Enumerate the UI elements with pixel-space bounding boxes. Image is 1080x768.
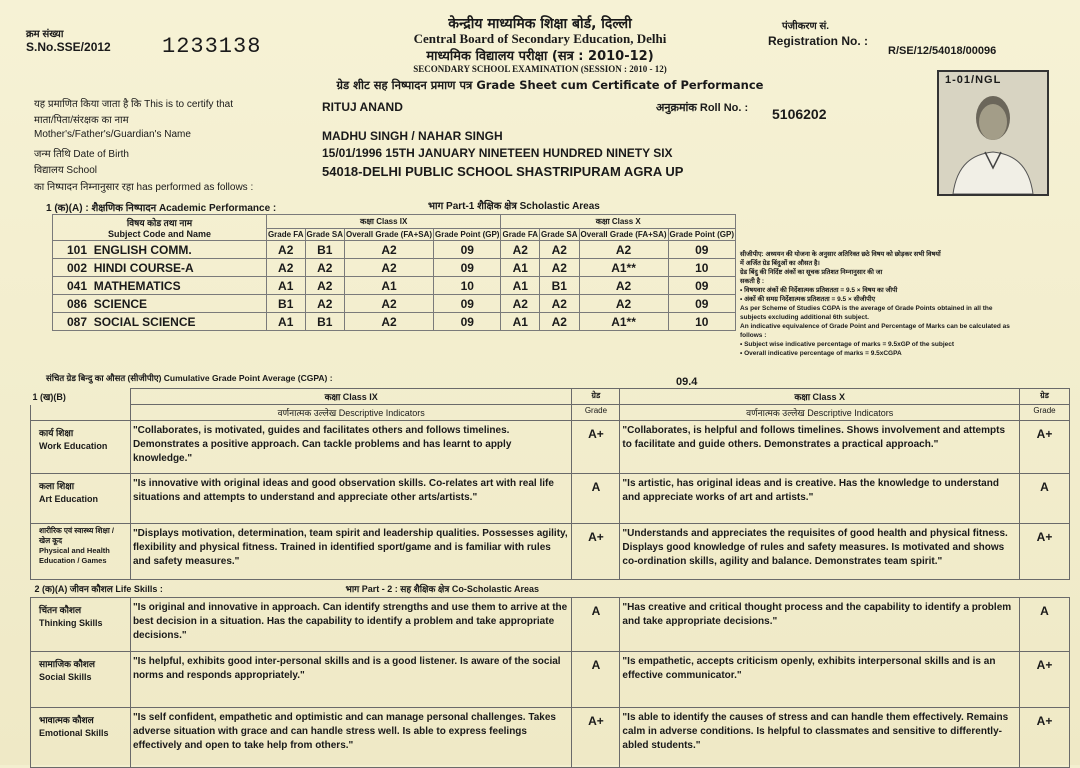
subject-code: 086: [67, 296, 88, 311]
area-name: Physical and Health Education / Games: [39, 546, 110, 565]
table-row: [53, 295, 736, 313]
x-sa-grade: A2: [540, 295, 579, 313]
note-line: • Subject wise indicative percentage of marks = 9.5xGP of the subject: [740, 341, 955, 348]
area-name-hi: सामाजिक कौशल: [39, 659, 96, 669]
ix-grade: A: [572, 474, 620, 524]
x-overall-grade: A2: [579, 241, 668, 259]
x-grade-point: 09: [668, 277, 735, 295]
student-photo: [937, 70, 1049, 196]
note-line: An indicative equivalence of Grade Point and Percentage of Marks can be calculated as: [740, 323, 1010, 330]
ix-descriptive-indicator: "Is helpful, exhibits good inter-personal skills and is a good listener. Is aware of the social norms and responds appropriately.": [130, 652, 572, 708]
ix-descriptive-indicator: "Displays motivation, determination, team spirit and leadership qualities. Possesses agility, flexibility and physical fitness. Trained in identified sport/game and is familiar with rules and safety measures.": [130, 524, 572, 580]
subject-code: 002: [67, 260, 88, 275]
area-name-hi: भावात्मक कौशल: [39, 715, 94, 725]
note-line: As per Scheme of Studies CGPA is the average of Grade Points obtained in all the: [740, 305, 993, 312]
area-name: Work Education: [39, 441, 108, 451]
class-x-header: कक्षा Class X: [620, 389, 1020, 405]
part2-header-row: [31, 580, 1070, 598]
table-row: [31, 652, 1070, 708]
note-line: follows :: [740, 332, 767, 339]
school-name: 54018-DELHI PUBLIC SCHOOL SHASTRIPURAM AGRA UP: [322, 164, 684, 179]
ix-desc-header: वर्णनात्मक उल्लेख Descriptive Indicators: [130, 405, 572, 421]
x-grade-point: 09: [668, 295, 735, 313]
x-overall-grade: A1**: [579, 313, 668, 331]
x-descriptive-indicator: "Collaborates, is helpful and follows timelines. Shows involvement and attempts to facilitate and guide others. Demonstrates a practical approach.": [620, 421, 1020, 474]
note-line: में अर्जित ग्रेड बिंदुओं का औसत है।: [740, 260, 820, 267]
subject-rows: [53, 241, 736, 331]
x-sa-grade: B1: [540, 277, 579, 295]
x-grade: A: [1020, 598, 1070, 652]
ix-grade: A: [572, 598, 620, 652]
x-grade-point: 10: [668, 259, 735, 277]
x-grade: A+: [1020, 421, 1070, 474]
ix-fa-grade: A2: [266, 241, 305, 259]
note-line: • विषयवार अंकों की निर्देशात्मक प्रतिशतता = 9.5 × विषय का जीपी: [740, 287, 898, 294]
table-row: [31, 421, 1070, 474]
serial-number: 1233138: [162, 34, 262, 59]
exam-name-hindi: माध्यमिक विद्यालय परीक्षा (सत्र : 2010-12): [426, 49, 654, 64]
table-row: [31, 474, 1070, 524]
note-line: • Overall indicative percentage of marks = 9.5xCGPA: [740, 350, 902, 357]
ix-overall-grade: A2: [344, 295, 433, 313]
class-header-row: [31, 389, 1070, 405]
table-row: [53, 313, 736, 331]
ix-grade-point: 09: [434, 295, 501, 313]
area-name-hi: चिंतन कौशल: [39, 605, 82, 615]
ix-fa-grade: A1: [266, 313, 305, 331]
exam-name: SECONDARY SCHOOL EXAMINATION (SESSION : 2010 - 12): [413, 64, 667, 74]
area-name-hi: शारीरिक एवं स्वास्थ्य शिक्षा / खेल कूद: [39, 526, 114, 545]
class-ix-header: कक्षा Class IX: [130, 389, 572, 405]
note-line: सीजीपीए: अध्ययन की योजना के अनुसार अतिरिक्त छठे विषय को छोड़कर सभी विषयों: [740, 251, 941, 258]
x-grade: A+: [1020, 652, 1070, 708]
ix-grade-point: 09: [434, 241, 501, 259]
area-name: Thinking Skills: [39, 618, 103, 628]
x-descriptive-indicator: "Is empathetic, accepts criticism openly, exhibits interpersonal skills and is an effective communicator.": [620, 652, 1020, 708]
table-row: [53, 277, 736, 295]
ix-sa-grade: A2: [305, 259, 344, 277]
roll-label: अनुक्रमांक Roll No. :: [656, 102, 749, 114]
x-descriptive-indicator: "Is able to identify the causes of stress and can handle them effectively. Remains calm in adverse conditions. Is helpful to classmates and sensitive to differently-abled students.": [620, 708, 1020, 768]
x-desc-header: वर्णनात्मक उल्लेख Descriptive Indicators: [620, 405, 1020, 421]
roll-number: 5106202: [772, 106, 827, 122]
cgpa-label: संचित ग्रेड बिन्दु का औसत (सीजीपीए) Cumulative Grade Point Average (CGPA) :: [46, 373, 333, 383]
ix-descriptive-indicator: "Collaborates, is motivated, guides and facilitates others and follows timelines. Demonstrates a positive approach. Can tackle problems and has learnt to apply knowledge.": [130, 421, 572, 474]
x-sa-grade: A2: [540, 241, 579, 259]
part2-header: [31, 580, 1070, 598]
parent-label: Mother's/Father's/Guardian's Name: [34, 129, 191, 140]
x-overall-grade: A2: [579, 277, 668, 295]
table-row: [31, 708, 1070, 768]
area-header: [31, 405, 131, 421]
subject-code: 101: [67, 242, 88, 257]
note-line: सकती है :: [740, 278, 765, 285]
x-overall-grade: A2: [579, 295, 668, 313]
parent-label-hi: माता/पिता/संरक्षक का नाम: [34, 115, 129, 126]
ix-grade-header: Grade: [572, 405, 620, 421]
subject-name: MATHEMATICS: [93, 278, 181, 293]
registration-number: R/SE/12/54018/00096: [888, 45, 997, 57]
x-grade-header: Grade: [1020, 405, 1070, 421]
subject-code: 041: [67, 278, 88, 293]
x-grade-point: 10: [668, 313, 735, 331]
ix-grade-point-header: Grade Point (GP): [435, 230, 500, 239]
ix-overall-grade: A2: [344, 259, 433, 277]
descriptive-indicators-table: [30, 388, 1070, 768]
ix-grade: A+: [572, 421, 620, 474]
date-of-birth: 15/01/1996 15TH JANUARY NINETEEN HUNDRED NINETY SIX: [322, 146, 673, 160]
x-descriptive-indicator: "Has creative and critical thought process and the capability to identify a problem and take appropriate decisions.": [620, 598, 1020, 652]
ix-overall-grade: A2: [344, 241, 433, 259]
x-grade-point: 09: [668, 241, 735, 259]
x-grade-fa-header: Grade FA: [502, 230, 539, 239]
cgpa-notes: [740, 250, 1065, 358]
academic-performance-label: 1 (क)(A) : शैक्षणिक निष्पादन Academic Performance :: [46, 203, 277, 214]
x-fa-grade: A1: [501, 277, 540, 295]
ix-fa-grade: A2: [266, 259, 305, 277]
subject-name: HINDI COURSE-A: [93, 260, 194, 275]
table-row: [53, 241, 736, 259]
note-line: ग्रेड बिंदु की निर्दिष्ट अंकों का सूचक प्रतिशत निम्नानुसार की जा: [740, 269, 883, 276]
column-header-row: [31, 405, 1070, 421]
subject-header-en: Subject Code and Name: [107, 229, 211, 239]
x-fa-grade: A2: [501, 241, 540, 259]
ix-grade-point: 09: [434, 313, 501, 331]
x-overall-grade-header: Overall Grade (FA+SA): [580, 230, 667, 239]
class-x-header: कक्षा Class X: [501, 215, 736, 229]
ix-grade-fa-header: Grade FA: [267, 230, 304, 239]
life-skills-label: 2 (क)(A) जीवन कौशल Life Skills :: [34, 584, 163, 594]
ix-overall-grade: A2: [344, 313, 433, 331]
parents-name: MADHU SINGH / NAHAR SINGH: [322, 129, 503, 143]
x-fa-grade: A1: [501, 313, 540, 331]
cgpa-value: 09.4: [676, 376, 698, 388]
ix-sa-grade: B1: [305, 241, 344, 259]
dob-label: जन्म तिथि Date of Birth: [34, 149, 129, 160]
subject-name: SCIENCE: [93, 296, 148, 311]
serial-label-hi: क्रम संख्या: [26, 29, 64, 40]
subject-name: ENGLISH COMM.: [93, 242, 192, 257]
ix-grade-point: 09: [434, 259, 501, 277]
ix-sa-grade: B1: [305, 313, 344, 331]
student-photo-silhouette: [939, 72, 1047, 194]
note-line: • अंकों की समग्र निर्देशात्मक प्रतिशतता = 9.5 × सीजीपीए: [740, 296, 876, 303]
x-overall-grade: A1**: [579, 259, 668, 277]
area-name: Art Education: [39, 494, 99, 504]
area-name: Emotional Skills: [39, 728, 109, 738]
ix-descriptive-indicator: "Is innovative with original ideas and good observation skills. Co-relates art with real life situations and attempts to understand and appreciate other arts/artists.": [130, 474, 572, 524]
subject-header: [53, 215, 267, 241]
part1-title: भाग Part-1 शैक्षिक क्षेत्र Scholastic Areas: [428, 201, 600, 212]
board-name: Central Board of Secondary Education, Delhi: [413, 31, 667, 46]
x-grade: A+: [1020, 524, 1070, 580]
school-label: विद्यालय School: [34, 165, 97, 176]
x-descriptive-indicator: "Understands and appreciates the requisites of good health and physical fitness. Displays good knowledge of rules and safety measures. Is motivated and shows co-ordination skills, agility and balance. Demonstrates team spirit.": [620, 524, 1020, 580]
subject-code: 087: [67, 314, 88, 329]
part2-title: भाग Part - 2 : सह शैक्षिक क्षेत्र Co-Scholastic Areas: [345, 584, 540, 594]
grade-sheet-title: ग्रेड शीट सह निष्पादन प्रमाण पत्र Grade Sheet cum Certificate of Performance: [336, 78, 764, 92]
x-fa-grade: A1: [501, 259, 540, 277]
x-descriptive-indicator: "Is artistic, has original ideas and is creative. Has the knowledge to understand and appreciate works of art and artists.": [620, 474, 1020, 524]
ix-overall-grade-header: Overall Grade (FA+SA): [345, 230, 433, 239]
ix-grade: A: [572, 652, 620, 708]
ix-sa-grade: A2: [305, 295, 344, 313]
ix-overall-grade: A1: [344, 277, 433, 295]
x-grade: A+: [1020, 708, 1070, 768]
ix-descriptive-indicator: "Is self confident, empathetic and optimistic and can manage personal challenges. Takes adverse situation with grace and can handle stress well. Is able to express feelings effectively and open to take help from others.": [130, 708, 572, 768]
area-name: Social Skills: [39, 672, 92, 682]
certify-label: यह प्रमाणित किया जाता है कि This is to certify that: [34, 99, 234, 110]
x-grade-sa-header: Grade SA: [541, 230, 578, 239]
table-row: [31, 524, 1070, 580]
ix-grade-point: 10: [434, 277, 501, 295]
x-sa-grade: A2: [540, 259, 579, 277]
area-name-hi: कला शिक्षा: [39, 481, 75, 491]
ix-grade-header-hi: ग्रेड: [572, 389, 620, 405]
registration-label-hi: पंजीकरण सं.: [782, 21, 830, 32]
ix-sa-grade: A2: [305, 277, 344, 295]
photo-stamp: 1-01/NGL: [945, 74, 1002, 86]
candidate-name: RITUJ ANAND: [322, 100, 403, 114]
board-name-hindi: केन्द्रीय माध्यमिक शिक्षा बोर्ड, दिल्ली: [448, 16, 632, 32]
part1b-label: 1 (ख)(B): [32, 391, 66, 402]
x-fa-grade: A2: [501, 295, 540, 313]
x-sa-grade: A2: [540, 313, 579, 331]
ix-fa-grade: B1: [266, 295, 305, 313]
x-grade: A: [1020, 474, 1070, 524]
subject-name: SOCIAL SCIENCE: [93, 314, 196, 329]
serial-label: S.No.SSE/2012: [26, 40, 111, 54]
ix-descriptive-indicator: "Is original and innovative in approach. Can identify strengths and use them to arrive at the best decision in a situation. Has the capability to identify a problem and take appropriate decisions.": [130, 598, 572, 652]
x-grade-point-header: Grade Point (GP): [669, 230, 734, 239]
subject-header-hi: विषय कोड तथा नाम: [126, 218, 193, 228]
ix-grade: A+: [572, 524, 620, 580]
registration-label: Registration No. :: [768, 34, 869, 48]
ix-grade: A+: [572, 708, 620, 768]
table-row: [53, 259, 736, 277]
table-row: [31, 598, 1070, 652]
x-grade-header-hi: ग्रेड: [1020, 389, 1070, 405]
ix-grade-sa-header: Grade SA: [306, 230, 343, 239]
ix-fa-grade: A1: [266, 277, 305, 295]
note-line: subjects excluding additional 6th subject.: [740, 314, 869, 321]
performed-label: का निष्पादन निम्नानुसार रहा has performed as follows :: [34, 182, 254, 193]
area-name-hi: कार्य शिक्षा: [39, 428, 74, 438]
class-ix-header: कक्षा Class IX: [266, 215, 501, 229]
scholastic-table: [52, 214, 736, 331]
